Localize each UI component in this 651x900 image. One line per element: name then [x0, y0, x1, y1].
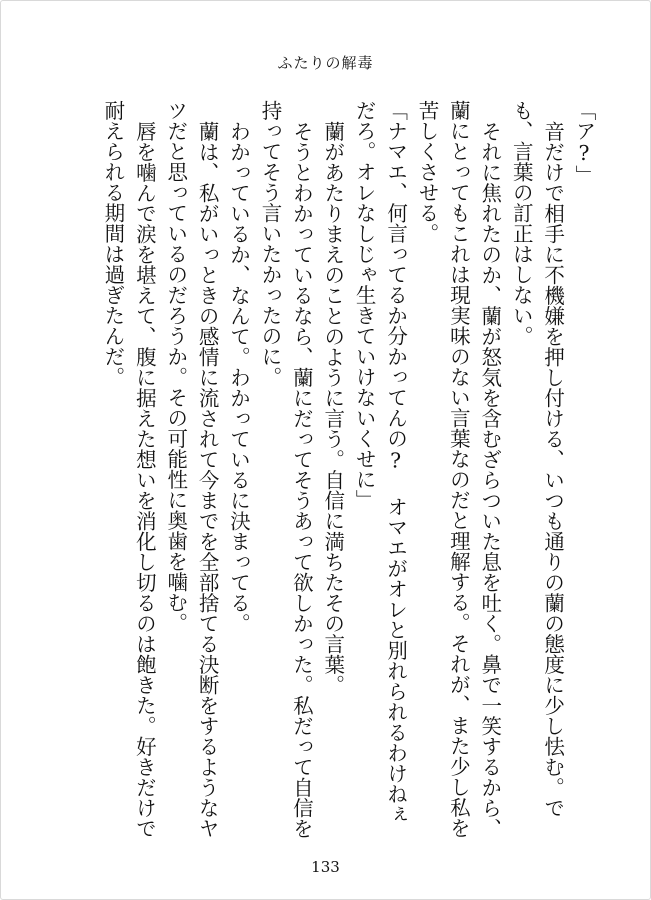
body-text	[51, 100, 599, 842]
paragraph: 蘭は、私がいっときの感情に流されて今までを全部捨てる決断をするようなヤツだと思っているのだろうか。その可能性に奥歯を噛む。	[163, 100, 220, 838]
paragraph: 「ナマエ、何言ってるか分かってんの? オマエがオレと別れられるわけねぇだろ。オレなしじゃ生きていけないくせに」	[352, 100, 408, 825]
paragraph: そうとわかっているなら、蘭にだってそうあって欲しかった。私だって自信を持ってそう言いたかったのに。	[257, 100, 314, 838]
paragraph: 蘭があたりまえのことのように言う。自信に満ちたその言葉。	[320, 120, 345, 695]
page-number: 133	[311, 858, 340, 876]
paragraph: わかっているか、なんて。わかっているに決まってる。	[226, 120, 251, 633]
paragraph: 音だけで相手に不機嫌を押し付ける、いつも通りの蘭の態度に少し怯む。でも、言葉の訂正はしない。	[509, 100, 565, 818]
paragraph: 唇を噛んで涙を堪えて、腹に据えた想いを消化し切るのは飽きた。好きだけで耐えられる期間は過ぎたんだ。	[100, 100, 157, 838]
running-head: ふたりの解毒	[277, 54, 374, 72]
paragraph: それに焦れたのか、蘭が怒気を含むざらついた息を吐く。鼻で一笑するから、蘭にとってもこれは現実味のない言葉なのだと理解する。それが、また少し私を苦しくさせる。	[414, 100, 502, 838]
paragraph: 「ア?」	[572, 100, 596, 186]
